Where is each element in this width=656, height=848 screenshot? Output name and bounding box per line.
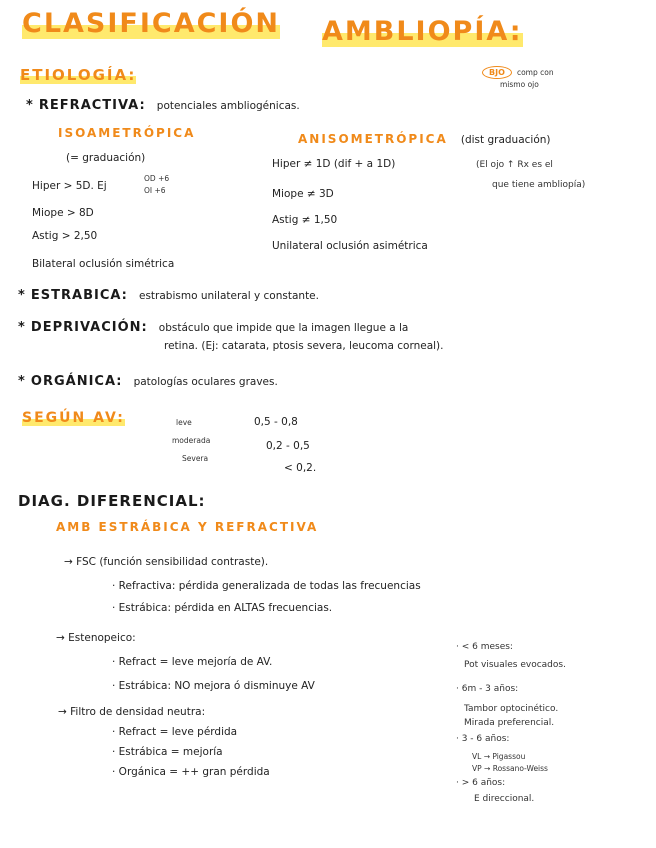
av-row-label: moderada: [172, 436, 211, 445]
organica-bullet: *: [18, 374, 26, 389]
iso-heading: ISOAMETRÓPICA: [58, 126, 196, 140]
iso-astig: Astig > 2,50: [32, 230, 98, 242]
esteno-item: · Refract = leve mejoría de AV.: [112, 656, 273, 668]
refractiva-label: REFRACTIVA:: [38, 98, 146, 113]
aniso-heading: ANISOMETRÓPICA: [298, 132, 448, 146]
aniso-miope: Miope ≠ 3D: [272, 188, 334, 200]
iso-footer: Bilateral oclusión simétrica: [32, 258, 175, 270]
fsc-title: → FSC (función sensibilidad contraste).: [64, 556, 269, 568]
filtro-item: · Estrábica = mejoría: [112, 746, 223, 758]
deprivacion-text2: retina. (Ej: catarata, ptosis severa, leucoma corneal).: [164, 340, 444, 352]
iso-hiper: Hiper > 5D. Ej: [32, 180, 107, 192]
organica-line: [18, 370, 278, 389]
fsc-item: · Refractiva: pérdida generalizada de todas las frecuencias: [112, 580, 421, 592]
esteno-item: · Estrábica: NO mejora ó disminuye AV: [112, 680, 315, 692]
etiologia-heading: ETIOLOGÍA:: [20, 66, 137, 84]
side-note: Tambor optocinético.: [464, 704, 559, 714]
note-text-1: comp con: [516, 68, 554, 77]
iso-miope: Miope > 8D: [32, 207, 94, 219]
segun-av-heading: SEGÚN AV:: [22, 410, 125, 426]
diag-sub: AMB ESTRÁBICA Y REFRACTIVA: [56, 520, 319, 534]
organica-text: patologías oculares graves.: [133, 376, 278, 388]
av-row-label: leve: [176, 418, 192, 427]
filtro-item: · Refract = leve pérdida: [112, 726, 238, 738]
esteno-title: → Estenopeico:: [56, 632, 136, 644]
estrabica-label: ESTRABICA:: [30, 288, 128, 303]
title-left: CLASIFICACIÓN: [22, 8, 281, 39]
av-row-value: < 0,2.: [284, 462, 317, 474]
side-note: E direccional.: [474, 794, 535, 804]
side-note: · > 6 años:: [456, 778, 506, 788]
note-text-2: mismo ojo: [500, 80, 539, 89]
estrabica-bullet: *: [18, 288, 26, 303]
side-note: Pot visuales evocados.: [464, 660, 566, 670]
note-bjo: [482, 60, 554, 79]
aniso-astig: Astig ≠ 1,50: [272, 214, 338, 226]
side-note: · 3 - 6 años:: [456, 734, 510, 744]
estrabica-text: estrabismo unilateral y constante.: [138, 290, 319, 302]
filtro-title: → Filtro de densidad neutra:: [58, 706, 206, 718]
aniso-hiper-note-1: (El ojo ↑ Rx es el: [476, 160, 553, 170]
iso-sub: (= graduación): [66, 152, 146, 164]
refractiva-bullet: *: [26, 98, 34, 113]
av-row-label: Severa: [182, 454, 209, 463]
aniso-footer: Unilateral oclusión asimétrica: [272, 240, 428, 252]
iso-hiper-oi: OI +6: [144, 186, 166, 195]
av-row-value: 0,2 - 0,5: [266, 440, 310, 452]
aniso-sub: (dist graduación): [460, 134, 551, 146]
organica-label: ORGÁNICA:: [30, 374, 123, 389]
deprivacion-label: DEPRIVACIÓN:: [30, 320, 148, 335]
refractiva-text: potenciales ambliogénicas.: [156, 100, 300, 112]
side-note: VP → Rossano-Weiss: [472, 764, 548, 773]
av-row-value: 0,5 - 0,8: [254, 416, 298, 428]
iso-hiper-od: OD +6: [144, 174, 170, 183]
aniso-heading-line: [298, 128, 551, 147]
estrabica-line: [18, 284, 319, 303]
side-note: Mirada preferencial.: [464, 718, 555, 728]
aniso-hiper-note-2: que tiene ambliopía): [492, 180, 586, 190]
side-note: · < 6 meses:: [456, 642, 513, 652]
note-circle: BJO: [482, 66, 512, 79]
aniso-hiper: Hiper ≠ 1D (dif + a 1D): [272, 158, 396, 170]
deprivacion-bullet: *: [18, 320, 26, 335]
title-right: AMBLIOPÍA:: [322, 16, 523, 47]
deprivacion-text: obstáculo que impide que la imagen llegue a la: [158, 322, 409, 334]
fsc-item: · Estrábica: pérdida en ALTAS frecuencias.: [112, 602, 333, 614]
deprivacion-line: [18, 316, 408, 335]
filtro-item: · Orgánica = ++ gran pérdida: [112, 766, 270, 778]
side-note: · 6m - 3 años:: [456, 684, 519, 694]
diag-heading: DIAG. DIFERENCIAL:: [18, 492, 206, 510]
refractiva-line: [26, 94, 300, 113]
side-note: VL → Pigassou: [472, 752, 526, 761]
